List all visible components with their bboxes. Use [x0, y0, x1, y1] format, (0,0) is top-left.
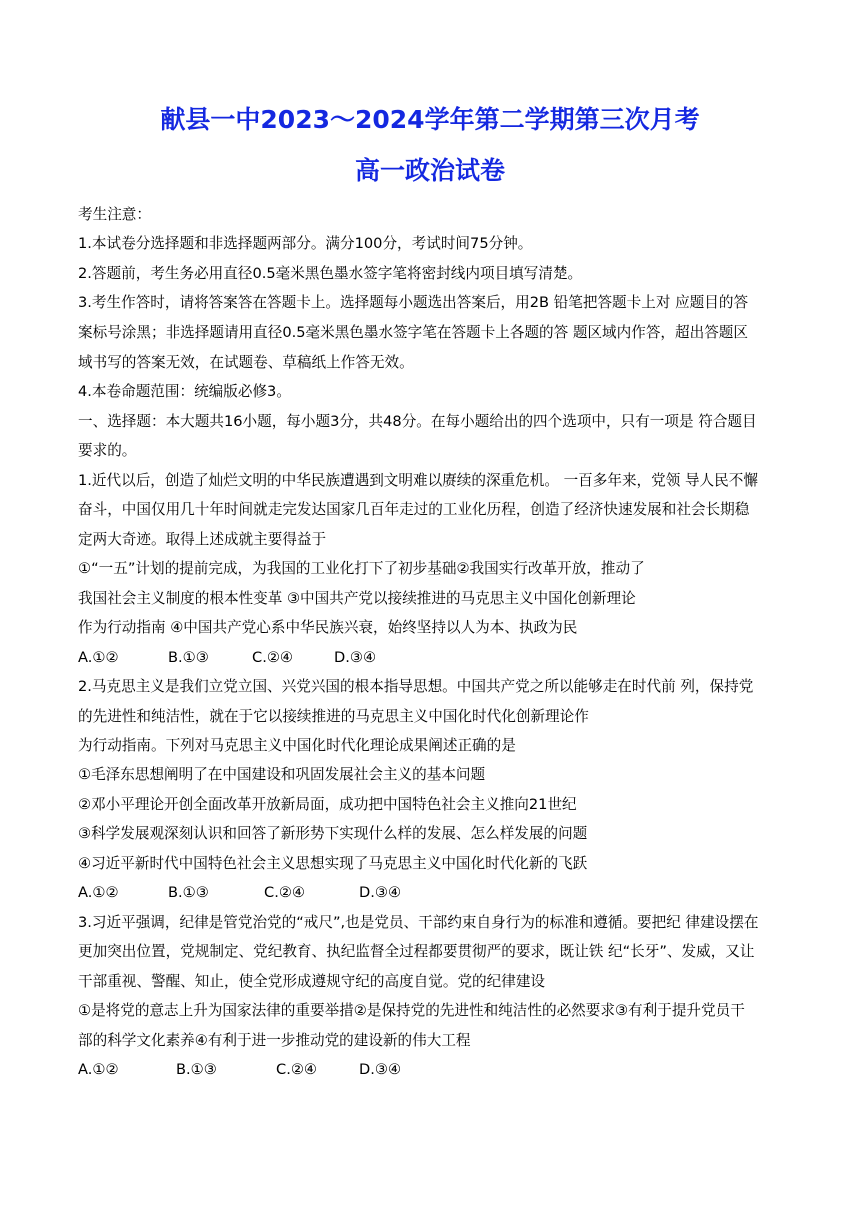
q3-option-a: A.①②	[78, 1061, 119, 1078]
q2-stem: 的先进性和纯洁性，就在于它以接续推进的马克思主义中国化时代化创新理论作	[78, 708, 589, 725]
notice-line: 1.本试卷分选择题和非选择题两部分。满分100分，考试时间75分钟。	[78, 235, 533, 252]
q3-option-d: D.③④	[359, 1061, 402, 1078]
q1-option-a: A.①②	[78, 649, 119, 666]
q1-stem: 定两大奇迹。取得上述成就主要得益于	[78, 531, 327, 548]
q1-stem: 1.近代以后，创造了灿烂文明的中华民族遭遇到文明难以赓续的深重危机。 一百多年来，党领 导人民不懈	[78, 472, 758, 489]
q1-stem: 我国社会主义制度的根本性变革 ③中国共产党以接续推进的马克思主义中国化创新理论	[78, 590, 636, 607]
notice-line: 2.答题前，考生务必用直径0.5毫米黑色墨水签字笔将密封线内项目填写清楚。	[78, 265, 583, 282]
q2-stem: ①毛泽东思想阐明了在中国建设和巩固发展社会主义的基本问题	[78, 766, 486, 783]
q3-stem: ①是将党的意志上升为国家法律的重要举措②是保持党的先进性和纯洁性的必然要求③有利于提升党员干	[78, 1002, 745, 1019]
q2-option-c: C.②④	[264, 884, 305, 901]
notice-line: 3.考生作答时，请将答案答在答题卡上。选择题每小题选出答案后，用2B 铅笔把答题卡上对 应题目的答	[78, 294, 749, 311]
q1-option-b: B.①③	[168, 649, 209, 666]
q3-stem: 干部重视、警醒、知止，使全党形成遵规守纪的高度自觉。党的纪律建设	[78, 973, 546, 990]
q2-stem: 2.马克思主义是我们立党立国、兴党兴国的根本指导思想。中国共产党之所以能够走在时代前 列，保持党	[78, 678, 754, 695]
q2-option-a: A.①②	[78, 884, 119, 901]
q1-stem: 作为行动指南 ④中国共产党心系中华民族兴衰，始终坚持以人为本、执政为民	[78, 619, 578, 636]
q2-stem: ②邓小平理论开创全面改革开放新局面，成功把中国特色社会主义推向21世纪	[78, 796, 577, 813]
q2-option-b: B.①③	[168, 884, 209, 901]
q2-option-d: D.③④	[359, 884, 402, 901]
exam-subtitle: 高一政治试卷	[354, 156, 505, 185]
q2-stem: ④习近平新时代中国特色社会主义思想实现了马克思主义中国化时代化新的飞跃	[78, 855, 588, 872]
q1-stem: ①“一五”计划的提前完成，为我国的工业化打下了初步基础②我国实行改革开放，推动了	[78, 560, 645, 577]
q3-stem: 3.习近平强调，纪律是管党治党的“戒尺”,也是党员、干部约束自身行为的标准和遵循。要把纪 律建设摆在	[78, 914, 759, 931]
q2-stem: ③科学发展观深刻认识和回答了新形势下实现什么样的发展、怎么样发展的问题	[78, 825, 588, 842]
notice-line: 案标号涂黑；非选择题请用直径0.5毫米黑色墨水签字笔在答题卡上各题的答 题区域内作答，超出答题区	[78, 324, 748, 341]
q3-stem: 更加突出位置，党规制定、党纪教育、执纪监督全过程都要贯彻严的要求，既让铁 纪“长牙”、发威，又让	[78, 943, 755, 960]
section-heading: 要求的。	[78, 442, 137, 459]
notice-line: 域书写的答案无效，在试题卷、草稿纸上作答无效。	[78, 354, 414, 371]
q3-option-c: C.②④	[276, 1061, 317, 1078]
q1-stem: 奋斗，中国仅用几十年时间就走完发达国家几百年走过的工业化历程，创造了经济快速发展和社会长期稳	[78, 501, 750, 518]
q3-stem: 部的科学文化素养④有利于进一步推动党的建设新的伟大工程	[78, 1032, 471, 1049]
notice-heading: 考生注意：	[78, 206, 151, 223]
exam-title: 献县一中2023～2024学年第二学期第三次月考	[160, 105, 700, 134]
notice-line: 4.本卷命题范围：统编版必修3。	[78, 383, 291, 400]
q2-stem: 为行动指南。下列对马克思主义中国化时代化理论成果阐述正确的是	[78, 737, 516, 754]
q1-option-c: C.②④	[252, 649, 293, 666]
section-heading: 一、选择题：本大题共16小题，每小题3分，共48分。在每小题给出的四个选项中，只有一项是 符合题目	[78, 413, 757, 430]
q3-option-b: B.①③	[176, 1061, 217, 1078]
q1-option-d: D.③④	[334, 649, 377, 666]
